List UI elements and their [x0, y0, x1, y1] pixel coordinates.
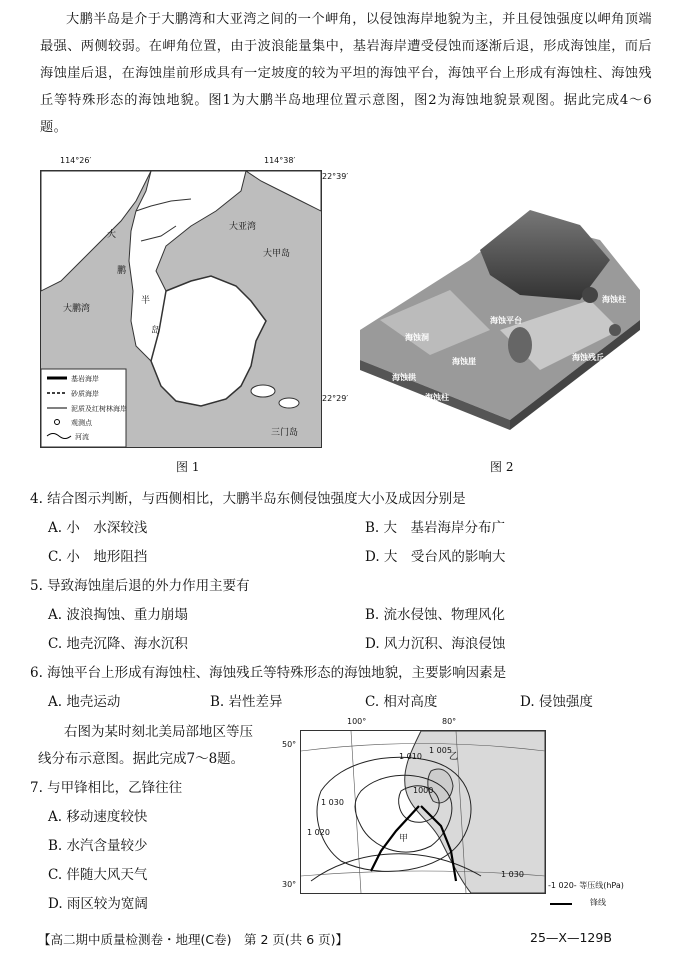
q6-option-b[interactable]: B. 岩性差异	[210, 694, 283, 710]
figure2-landform	[350, 180, 645, 430]
figure1-caption: 图 1	[176, 460, 200, 474]
passage-dapeng: 大鹏半岛是介于大鹏湾和大亚湾之间的一个岬角，以侵蚀海岸地貌为主，并且侵蚀强度以岬角顶端最强、两侧较弱。在岬角位置，由于波浪能量集中，基岩海岸遭受侵蚀而逐渐后退，形成海蚀崖，而后海蚀崖后退，在海蚀崖前形成具有一定坡度的较为平坦的海蚀平台，海蚀平台上形成有海蚀柱、海蚀残丘等特殊形态的海蚀地貌。图1为大鹏半岛地理位置示意图，图2为海蚀地貌景观图。据此完成4～6题。	[40, 12, 652, 135]
legend-river: 河流	[75, 433, 89, 441]
q5-option-c[interactable]: C. 地壳沉降、海水沉积	[48, 636, 188, 652]
legend-sandy: 砂质海岸	[71, 390, 99, 398]
figure3-pressure-map	[300, 730, 546, 894]
footer-code: 25—X—129B	[530, 930, 612, 945]
iso-1010: 1 010	[399, 752, 422, 761]
iso-1020: 1 020	[307, 828, 330, 837]
label-platform-top: 海蚀平台	[490, 316, 522, 325]
iso-1030-a: 1 030	[321, 798, 344, 807]
q4-option-b[interactable]: B. 大 基岩海岸分布广	[365, 520, 506, 536]
legend-front-line	[550, 903, 572, 905]
landform-svg	[350, 180, 645, 430]
label-peninsula-4: 岛	[151, 326, 161, 336]
label-residual-hill: 海蚀残丘	[572, 353, 604, 362]
legend-muddy: 泥质及红树林海岸	[71, 405, 127, 413]
q7-option-c[interactable]: C. 伴随大风天气	[48, 867, 148, 883]
q7-stem: 7. 与甲锋相比，乙锋往往	[30, 780, 183, 796]
q5-option-d[interactable]: D. 风力沉积、海浪侵蚀	[365, 636, 506, 652]
iso-1030-b: 1 030	[501, 870, 524, 879]
lon-right: 114°38′	[264, 156, 296, 165]
figure1-map	[40, 170, 322, 448]
lat-50: 50°	[282, 740, 297, 749]
q6-option-c[interactable]: C. 相对高度	[365, 694, 438, 710]
label-peninsula-1: 大	[107, 230, 117, 240]
q4-option-d[interactable]: D. 大 受台风的影响大	[365, 549, 506, 565]
q6-option-a[interactable]: A. 地壳运动	[48, 694, 121, 710]
lat-top: 22°39′	[322, 172, 349, 181]
q4-option-c[interactable]: C. 小 地形阻挡	[48, 549, 148, 565]
lat-30: 30°	[282, 880, 297, 889]
lon-left: 114°26′	[60, 156, 92, 165]
q6-option-d[interactable]: D. 侵蚀强度	[520, 694, 593, 710]
label-daya-bay: 大亚湾	[229, 222, 257, 232]
label-peninsula-2: 鹏	[117, 266, 127, 276]
legend-bedrock: 基岩海岸	[71, 375, 99, 383]
q7-option-b[interactable]: B. 水汽含量较少	[48, 838, 148, 854]
q7-option-d[interactable]: D. 雨区较为宽阔	[48, 896, 148, 912]
passage2-line2: 线分布示意图。据此完成7～8题。	[38, 751, 245, 767]
label-dajia-island: 大甲岛	[263, 249, 291, 259]
q4-stem: 4. 结合图示判断，与西侧相比，大鹏半岛东侧侵蚀强度大小及成因分别是	[30, 491, 466, 507]
label-sea-arch: 海蚀拱	[392, 373, 416, 382]
lon-100: 100°	[347, 717, 367, 726]
passage2-line1: 右图为某时刻北美局部地区等压	[64, 724, 253, 740]
legend-front: 锋线	[590, 898, 606, 907]
figure2-caption: 图 2	[490, 460, 514, 474]
q4-option-a[interactable]: A. 小 水深较浅	[48, 520, 148, 536]
q5-option-b[interactable]: B. 流水侵蚀、物理风化	[365, 607, 506, 623]
lon-80: 80°	[442, 717, 457, 726]
q5-stem: 5. 导致海蚀崖后退的外力作用主要有	[30, 578, 250, 594]
label-yi: 乙	[449, 752, 459, 762]
lat-bottom: 22°29′	[322, 394, 349, 403]
q6-stem: 6. 海蚀平台上形成有海蚀柱、海蚀残丘等特殊形态的海蚀地貌，主要影响因素是	[30, 665, 507, 681]
footer-title: 【高二期中质量检测卷・地理(C卷) 第 2 页(共 6 页)】	[38, 932, 349, 947]
label-sea-cliff: 海蚀崖	[452, 357, 476, 366]
label-sea-cave: 海蚀洞	[405, 333, 429, 342]
dapeng-map-svg	[41, 171, 321, 447]
label-peninsula-3: 半	[141, 296, 151, 306]
label-sea-stack-2: 海蚀柱	[425, 393, 449, 402]
label-sanmen-island: 三门岛	[271, 428, 299, 438]
q7-option-a[interactable]: A. 移动速度较快	[48, 809, 148, 825]
pressure-svg	[301, 731, 545, 893]
label-jia: 甲	[399, 834, 409, 844]
iso-1005: 1 005	[429, 746, 452, 755]
legend-observation: 观测点	[71, 419, 92, 427]
label-sea-stack-1: 海蚀柱	[602, 295, 626, 304]
legend-isobar: -1 020- 等压线(hPa)	[548, 881, 624, 890]
q5-option-a[interactable]: A. 波浪掏蚀、重力崩塌	[48, 607, 188, 623]
label-dapeng-bay: 大鹏湾	[63, 304, 91, 314]
iso-1000: 1000	[413, 786, 434, 795]
